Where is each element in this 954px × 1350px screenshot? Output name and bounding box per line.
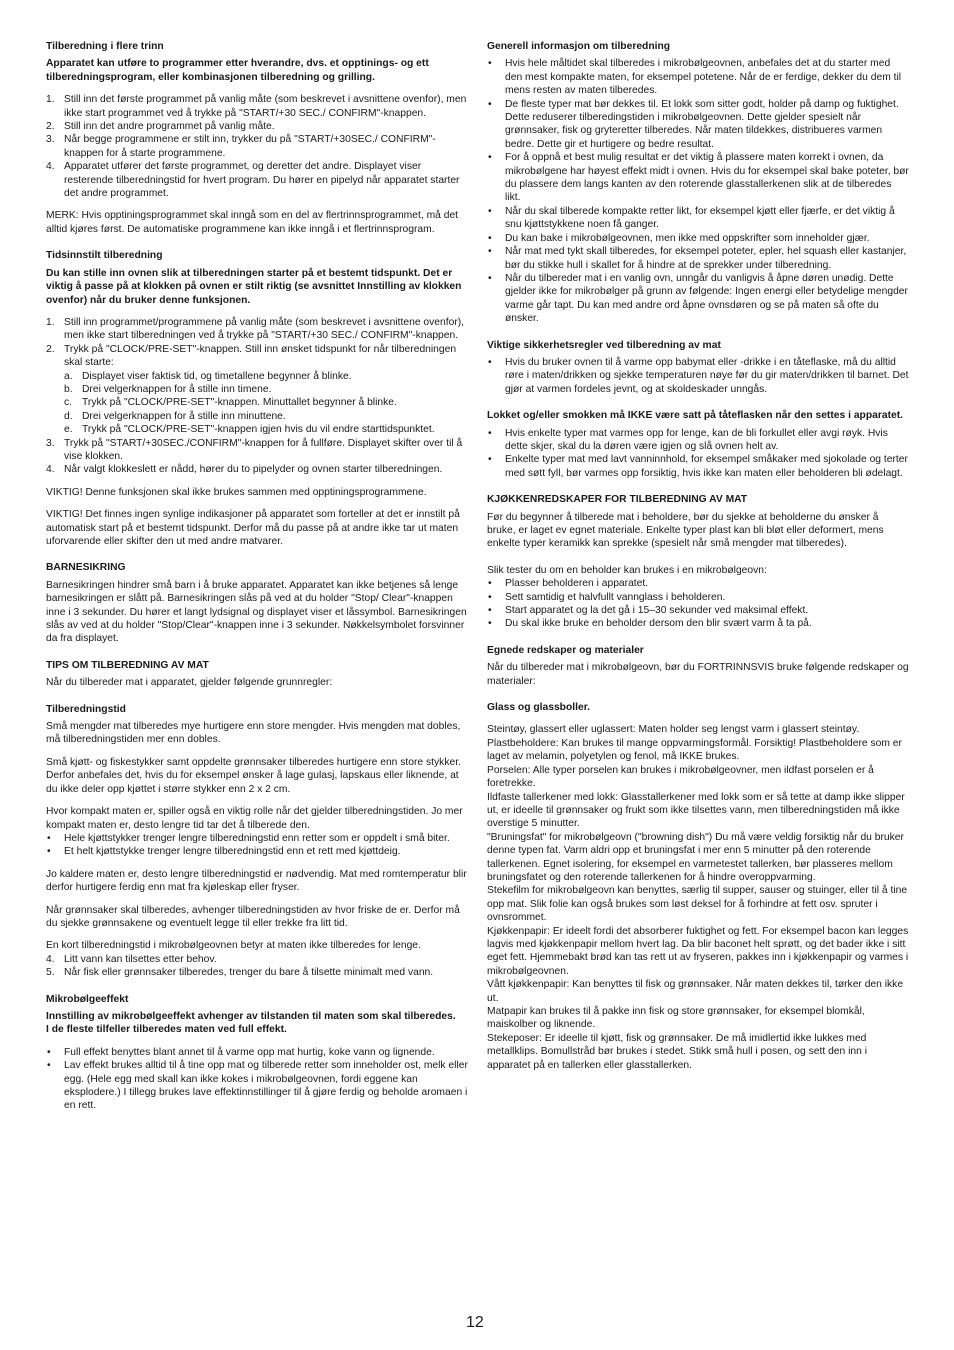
list-item: • Plasser beholderen i apparatet. xyxy=(487,577,909,590)
paragraph: En kort tilberedningstid i mikrobølgeovnen betyr at maten ikke tilberedes for lenge. xyxy=(46,940,421,952)
list-item: • Enkelte typer mat med lavt vanninnhold, for eksempel småkaker med sjokolade og terter med søtt fyll, bør varmes opp forsiktig, hvis ikke kan maten eller beholderen bli ødelagt. xyxy=(487,453,909,480)
paragraph: Barnesikringen hindrer små barn i å bruke apparatet. Apparatet kan ikke betjenes så lenge barnesikringen er slått på. Barnesikringen slås på ved at du holder "Stop/ Clear"-knappen inne i 3 sekunder. Du hører et langt lydsignal og displayet viser et låssymbol. Barnesikringen slås av ved at du holder "Stop/Clear"-knappen inne i 3 sekunder. Nøkkelsymbolet forsvinner da fra displayet. xyxy=(46,579,467,645)
section-lead: Innstilling av mikrobølgeeffekt avhenger av tilstanden til maten som skal tilberedes. xyxy=(46,1010,456,1022)
section-bottle-warning xyxy=(487,409,909,480)
list-item: • Hvis hele måltidet skal tilberedes i mikrobølgeovnen, anbefales det at du starter med den mest kompakte maten, for eksempel potetene. Når de er ferdige, dekker du dem til mens resten av maten tilberedes. xyxy=(487,57,909,97)
list-item: 2. Trykk på "CLOCK/PRE-SET"-knappen. Still inn ønsket tidspunkt for når tilberedningen skal starte: a. Displayet viser faktisk tid, og timetallene begynner å blinke. b. Drei velgerknappen for å stille inn timene. c. Trykk på "CLOCK/PRE-SET"-knappen. Minuttallet begynner å blinke. d. Drei velgerknappen for å stille inn minuttene. e. Trykk på "CLOCK/PRE-SET"-knappen igjen hvis du vil endre starttidspunktet. xyxy=(46,343,468,437)
bullet-list xyxy=(487,427,909,481)
section-heading: Lokket og/eller smokken må IKKE være satt på tåteflasken når den settes i apparatet. xyxy=(487,410,904,422)
paragraph: Før du begynner å tilberede mat i beholdere, bør du sjekke at beholderne du ønsker å bruke, er laget ev egnet materiale. Enkelte typer plast kan bli bløt eller deformert, mens enkelte typer keramikk kan sprekke (spesielt når små mengder mat tilberedes). xyxy=(487,511,884,550)
section-safety-rules xyxy=(487,339,909,397)
material-item: Kjøkkenpapir: Er ideelt fordi det absorberer fuktighet og fett. For eksempel bacon kan legges lagvis med kjøkkenpapir mellom hvert lag. Da blir baconet helt sprøtt, og det bader ikke i sitt eget fett. Hjemmebakt brød kan tas rett ut av fryseren, pakkes inn i kjøkkenpapir og varmes i mikrobølgeovnen. xyxy=(487,925,909,977)
bullet-list xyxy=(46,1046,468,1113)
list-item: • Start apparatet og la det gå i 15–30 sekunder ved maksimal effekt. xyxy=(487,604,909,617)
material-item: Steintøy, glassert eller uglassert: Maten holder seg lengst varm i glassert steintøy. xyxy=(487,724,860,736)
section-heading: Mikrobølgeeffekt xyxy=(46,993,129,1005)
paragraph: Når grønnsaker skal tilberedes, avhenger tilberedningstiden av hvor friske de er. Derfor må du sjekke grønnsakene og eventuelt legge til eller trekke fra litt tid. xyxy=(46,904,460,929)
list-item: • De fleste typer mat bør dekkes til. Et lokk som sitter godt, holder på damp og fuktighet. Dette reduserer tilberedingstiden i mikrobølgeovnen. Dette gjelder spesielt når grønnsaker, fisk og gryteretter tilberedes. Når maten tildekkes, distribueres varmen bedre. Dette gir et hurtigere og bedre resultat. xyxy=(487,98,909,152)
section-glass xyxy=(487,701,909,1072)
material-item: "Bruningsfat" for mikrobølgeovn ("browning dish") Du må være veldig forsiktig når du bruker denne typen fat. Varm aldri opp et bruningsfat i mer enn 5 minutter på den roterende tallerkenen. Egnet isolering, for eksempel en varmetestet tallerken, bør plasseres mellom bruningsfatet og den roterende tallerkenen for å hindre overoppvarming. xyxy=(487,831,904,883)
paragraph: Små kjøtt- og fiskestykker samt oppdelte grønnsaker tilberedes hurtigere enn store stykker. Derfor anbefales det, hvis du for eksempel ønsker å lage gulasj, lapskaus eller liknende, at du ikke deler opp kjøttet i større stykker enn 2 x 2 cm. xyxy=(46,756,461,795)
section-multistage xyxy=(46,40,468,236)
material-item: Ildfaste tallerkener med lokk: Glasstallerkener med lokk som er så tette at damp ikke slipper ut, er ideelle til grønnsaker og frukt som ikke tilsettes vann, men tilberedningstiden må ikke overstige 5 minutter. xyxy=(487,791,905,830)
list-item: • Lav effekt brukes alltid til å tine opp mat og tilberede retter som inneholder ost, melk eller egg. (Hele egg med skall kan ikke kokes i mikrobølgeovnen, fordi eggene kan eksplodere.) I tillegg brukes lave effektinnstillinger til å gjøre ferdig og beholde aromaen i en rett. xyxy=(46,1059,468,1113)
steps-list xyxy=(46,437,468,477)
list-item: 3. Trykk på "START/+30SEC./CONFIRM"-knappen for å fullføre. Displayet skifter over til å vise klokken. xyxy=(46,437,463,462)
list-item: d. Drei velgerknappen for å stille inn minuttene. xyxy=(64,410,286,422)
material-item: Vått kjøkkenpapir: Kan benyttes til fisk og grønnsaker. Når maten dekkes til, tørker den ikke ut. xyxy=(487,979,904,1004)
section-lead: Du kan stille inn ovnen slik at tilberedningen starter på et bestemt tidspunkt. Det er viktig å passe på at klokken på ovnen er stilt riktig (se avsnittet Innstilling av klokken ovenfor) når du bruker denne funksjonen. xyxy=(46,267,462,306)
section-cooking-time xyxy=(46,703,468,980)
section-child-lock xyxy=(46,561,468,645)
material-item: Stekefilm for mikrobølgeovn kan benyttes, særlig til supper, sauser og stuinger, eller til å tine opp mat. Slik folie kan også brukes som løst deksel for å forhindre at fett osv. spruter i ovnsrommet. xyxy=(487,885,908,924)
paragraph: Jo kaldere maten er, desto lengre tilberedningstid er nødvendig. Mat med romtemperatur blir derfor hurtigere ferdig enn mat fra kjøleskap eller fryser. xyxy=(46,868,467,894)
list-item: • For å oppnå et best mulig resultat er det viktig å plassere maten korrekt i ovnen, da mikrobølgene har høyest effekt midt i ovnen. Hvis du for eksempel skal bake poteter, bør du plassere dem langs kanten av den roterende glasstallerkenen slik at de tilberedes likt. xyxy=(487,151,909,205)
section-microwave-power xyxy=(46,993,468,1113)
bullet-list xyxy=(487,577,909,631)
substeps-list xyxy=(64,370,468,437)
list-item: • Sett samtidig et halvfullt vannglass i beholderen. xyxy=(487,591,909,604)
section-heading: KJØKKENREDSKAPER FOR TILBEREDNING AV MAT xyxy=(487,494,748,506)
list-item: • Hele kjøttstykker trenger lengre tilberedningstid enn retter som er oppdelt i små biter. xyxy=(46,832,468,845)
list-item: e. Trykk på "CLOCK/PRE-SET"-knappen igjen hvis du vil endre starttidspunktet. xyxy=(64,424,435,436)
page-number: 12 xyxy=(466,1314,484,1331)
material-item: Matpapir kan brukes til å pakke inn fisk og store grønnsaker, for eksempel blomkål, maiskolber og liknende. xyxy=(487,1006,865,1031)
list-item: • Når du tilbereder mat i en vanlig ovn, unngår du vanligvis å åpne døren unødig. Dette gjelder ikke for mikrobølger på grunn av følgende: Ingen energi eller betydelige mengder varme går tapt. Du kan med andre ord åpne ovnsdøren og se på maten så ofte du ønsker. xyxy=(487,272,909,326)
section-heading: Glass og glassboller. xyxy=(487,702,591,714)
list-item: • Når mat med tykt skall tilberedes, for eksempel poteter, epler, hel squash eller kastanjer, bør du stikke hull i skallet for å hindre at de sprekker under tilberedning. xyxy=(487,245,909,272)
bullet-list xyxy=(487,356,909,396)
section-kitchen-utensils xyxy=(487,493,909,631)
bullet-list xyxy=(46,832,468,859)
list-item: 3. Når begge programmene er stilt inn, trykker du på "START/+30SEC./ CONFIRM"-knappen for å starte programmene. xyxy=(46,134,436,159)
steps-list xyxy=(46,953,468,980)
list-item: • Full effekt benyttes blant annet til å varme opp mat hurtig, koke vann og lignende. xyxy=(46,1046,468,1059)
list-item: 4. Litt vann kan tilsettes etter behov. xyxy=(46,953,217,965)
list-item: • Hvis enkelte typer mat varmes opp for lenge, kan de bli forkullet eller avgi røyk. Hvis dette skjer, skal du la døren være igjen og slå ovnen helt av. xyxy=(487,427,909,454)
paragraph: Når du tilbereder mat i mikrobølgeovn, bør du FORTRINNSVIS bruke følgende redskaper og materialer: xyxy=(487,662,909,687)
bullet-list xyxy=(487,57,909,325)
list-item: 1. Still inn det første programmet på vanlig måte (som beskrevet i avsnittene ovenfor), men ikke start programmet ved å trykke på "START/+30 SEC./ CONFIRM"-knappen. xyxy=(46,94,467,119)
list-item: 1. Still inn programmet/programmene på vanlig måte (som beskrevet i avsnittene ovenfor), men ikke start tilberedningen ved å trykke på "START/+30 SEC./ CONFIRM"-knappen. xyxy=(46,316,465,342)
section-suitable-materials xyxy=(487,644,909,688)
steps-list xyxy=(46,93,468,200)
list-item: • Du skal ikke bruke en beholder dersom den blir svært varm å ta på. xyxy=(487,617,909,630)
section-timed-cooking xyxy=(46,249,468,548)
section-general-info xyxy=(487,40,909,326)
material-item: Plastbeholdere: Kan brukes til mange oppvarmingsformål. Forsiktig! Plastbeholdere som er laget av melamin, polyetylen og fenol, må IKKE brukes. xyxy=(487,737,902,763)
material-item: Stekeposer: Er ideelle til kjøtt, fisk og grønnsaker. De må imidlertid ikke lukkes med metallklips. Bomullstråd bør brukes i stedet. Stikk små hull i posen, og sett den inn i apparatet på en tallerken eller glasstallerken. xyxy=(487,1032,868,1071)
section-tips xyxy=(46,659,468,690)
paragraph: Slik tester du om en beholder kan brukes i en mikrobølgeovn: xyxy=(487,564,767,576)
section-heading: Generell informasjon om tilberedning xyxy=(487,41,671,52)
warning-paragraph: VIKTIG! Det finnes ingen synlige indikasjoner på apparatet som forteller at det er innstilt på automatisk start på et bestemt tidspunkt. Derfor må du passe på at andre ikke tar ut maten uforvarende eller skifter den ut med andre matvarer. xyxy=(46,509,460,547)
list-item: c. Trykk på "CLOCK/PRE-SET"-knappen. Minuttallet begynner å blinke. xyxy=(64,397,397,409)
list-item: a. Displayet viser faktisk tid, og timetallene begynner å blinke. xyxy=(64,370,352,382)
section-heading: Viktige sikkerhetsregler ved tilberedning av mat xyxy=(487,339,721,351)
section-lead: I de fleste tilfeller tilberedes maten ved full effekt. xyxy=(46,1024,287,1036)
list-item: 2. Still inn det andre programmet på vanlig måte. xyxy=(46,121,275,133)
warning-paragraph: VIKTIG! Denne funksjonen skal ikke brukes sammen med opptiningsprogrammene. xyxy=(46,486,427,498)
paragraph: Små mengder mat tilberedes mye hurtigere enn store mengder. Hvis mengden mat dobles, må tilberedningstiden mer enn dobles. xyxy=(46,721,461,746)
list-item: • Et helt kjøttstykke trenger lengre tilberedningstid enn et rett med kjøttdeig. xyxy=(46,845,468,858)
section-heading: Egnede redskaper og materialer xyxy=(487,644,644,656)
list-item: • Du kan bake i mikrobølgeovnen, men ikke med oppskrifter som inneholder gjær. xyxy=(487,232,909,245)
list-item: • Hvis du bruker ovnen til å varme opp babymat eller -drikke i en tåteflaske, må du alltid røre i maten/drikken og sjekke temperaturen nøye før du gir maten/drikken til barnet. Det gjør at varmen fordeles jevnt, og at skoldeskader unngås. xyxy=(487,356,909,396)
section-heading: Tidsinnstilt tilberedning xyxy=(46,250,163,262)
list-item: b. Drei velgerknappen for å stille inn timene. xyxy=(64,383,272,395)
left-column xyxy=(46,40,468,1126)
section-heading: Tilberedningstid xyxy=(46,703,126,715)
section-heading: BARNESIKRING xyxy=(46,562,126,574)
list-item: • Når du skal tilberede kompakte retter likt, for eksempel kjøtt eller fjærfe, er det viktig å snu kjøttstykkene noen få ganger. xyxy=(487,205,909,232)
paragraph: Hvor kompakt maten er, spiller også en viktig rolle når det gjelder tilberedningstiden. Jo mer kompakt maten er, desto lengre tid tar det å tilberede den. xyxy=(46,806,463,831)
material-item: Porselen: Alle typer porselen kan brukes i mikrobølgeovner, men ildfast porselen er å foretrekke. xyxy=(487,764,874,790)
section-heading: Tilberedning i flere trinn xyxy=(46,41,164,52)
note-paragraph: MERK: Hvis opptiningsprogrammet skal inngå som en del av flertrinnsprogrammet, må det alltid kjøres først. De automatiske programmene kan ikke inngå i et flertrinnsprogram. xyxy=(46,210,459,235)
steps-list xyxy=(46,316,468,437)
list-item: 5. Når fisk eller grønnsaker tilberedes, trenger du bare å tilsette minimalt med vann. xyxy=(46,967,434,979)
list-item: 4. Apparatet utfører det første programmet, og deretter det andre. Displayet viser resterende tilberedningstid for hvert program. Du hører en pipelyd når apparatet starter det andre programmet. xyxy=(46,161,460,200)
list-item: 4. Når valgt klokkeslett er nådd, hører du to pipelyder og ovnen starter tilberedningen. xyxy=(46,464,443,476)
paragraph: Når du tilbereder mat i apparatet, gjelder følgende grunnregler: xyxy=(46,677,333,689)
section-lead: Apparatet kan utføre to programmer etter hverandre, dvs. et opptinings- og ett tilberedningsprogram, eller kombinasjonen tilberedning og grilling. xyxy=(46,58,429,83)
section-heading: TIPS OM TILBEREDNING AV MAT xyxy=(46,659,209,671)
right-column xyxy=(487,40,909,1085)
